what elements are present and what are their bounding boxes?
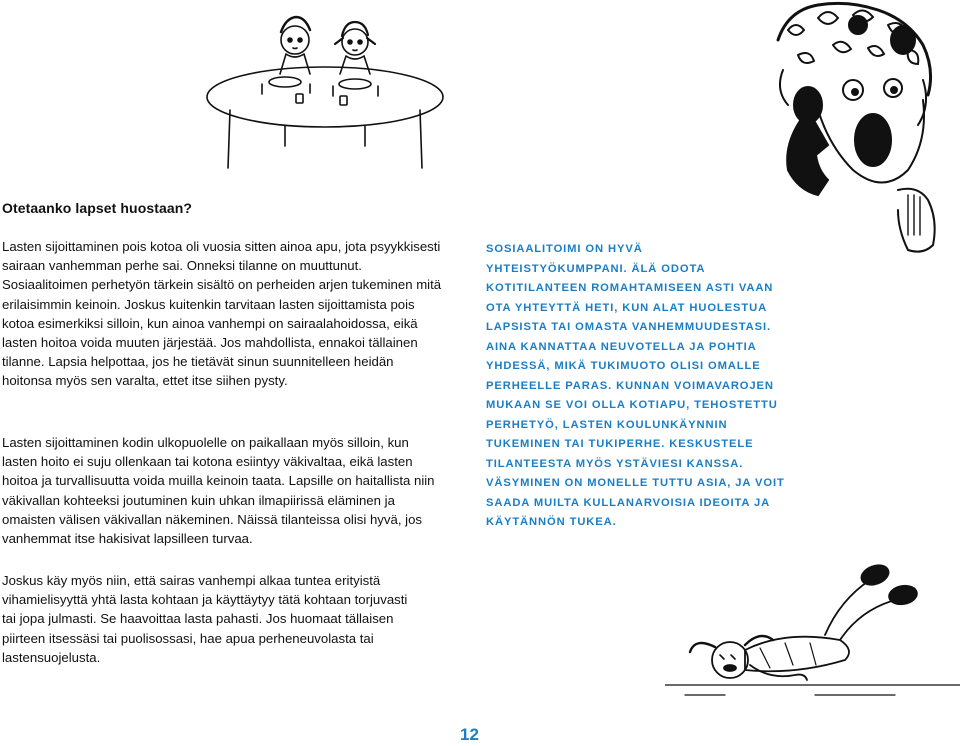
body-paragraph-3 — [2, 571, 422, 681]
children-at-table-drawing — [200, 2, 460, 172]
body-paragraph-2 — [2, 433, 442, 562]
sidebar-callout — [486, 240, 786, 533]
paragraph-text: Joskus käy myös niin, että sairas vanhempi alkaa tuntea erityistä vihamielisyyttä yhtä lasta kohtaan ja käyttäytyy tätä kohtaan torjuvasti tai jopa julmasti. Se haavoittaa lasta pahasti. Jos huomaat tällaisen piirteen itsessäsi tai puolisossasi, hae apua perheneuvolasta tai lastensuojelusta. — [2, 573, 408, 665]
sidebar-text: SOSIAALITOIMI ON HYVÄ YHTEISTYÖKUMPPANI. ÄLÄ ODOTA KOTITILANTEEN ROMAHTAMISEEN ASTI VAAN OTA YHTEYTTÄ HETI, KUN ALAT HUOLESTUA LAPSISTA TAI OMASTA VANHEMMUUDESTASI. AINA KANNATTAA NEUVOTELLA JA POHTIA YHDESSÄ, MIKÄ TUKIMUOTO OLISI OMALLE PERHEELLE PARAS. KUNNAN VOIMAVAROJEN MUKAAN SE VOI OLLA KOTIAPU, TEHOSTETTU PERHETYÖ, LASTEN KOULUNKÄYNNIN TUKEMINEN TAI TUKIPERHE. KESKUSTELE TILANTEESTA MYÖS YSTÄVIESI KANSSA. VÄSYMINEN ON MONELLE TUTTU ASIA, JA VOIT SAADA MUILTA KULLANARVOISIA IDEOITA JA KÄYTÄNNÖN TUKEA. — [486, 243, 785, 528]
paragraph-text: Lasten sijoittaminen kodin ulkopuolelle on paikallaan myös silloin, kun lasten hoito ei suju ollenkaan tai kotona esiintyy väkivaltaa, eikä lasten hoitoa ja turvallisuutta voida muilla keinoin taata. Lapsille on haitallista niin väkivallan kohteeksi joutuminen kuin uhkan ilmapiirissä eläminen ja omaisten välisen väkivallan näkeminen. Näissä tilanteissa olisi hyvä, jos vanhemmat itse hakisivat lapsilleen turvaa. — [2, 435, 435, 547]
section-heading: Otetaanko lapset huostaan? — [2, 200, 193, 216]
page-number: 12 — [460, 725, 479, 744]
paragraph-text: Lasten sijoittaminen pois kotoa oli vuosia sitten ainoa apu, jota psyykkisesti sairaan vanhemman perhe sai. Onneksi tilanne on muuttunut. Sosiaalitoimen perhetyön tärkein sisältö on perheiden arjen tukeminen mitä erilaisimmin keinoin. Joskus kuitenkin tarvitaan lasten sijoittamista pois kotoa esimerkiksi silloin, kun ainoa vanhempi on sairaalahoidossa, eikä lasten hoitoa voida muuten järjestää. Jos mahdollista, ennakoi tällainen tilanne. Lapsia helpottaa, jos he tietävät sinun suunnitelleen heidän hoitonsa myös sen varalta, ettet itse siihen pysty. — [2, 239, 442, 389]
screaming-woman-phone-drawing — [738, 0, 960, 275]
body-paragraph-1 — [2, 237, 442, 405]
child-lying-on-floor-drawing — [665, 555, 960, 705]
